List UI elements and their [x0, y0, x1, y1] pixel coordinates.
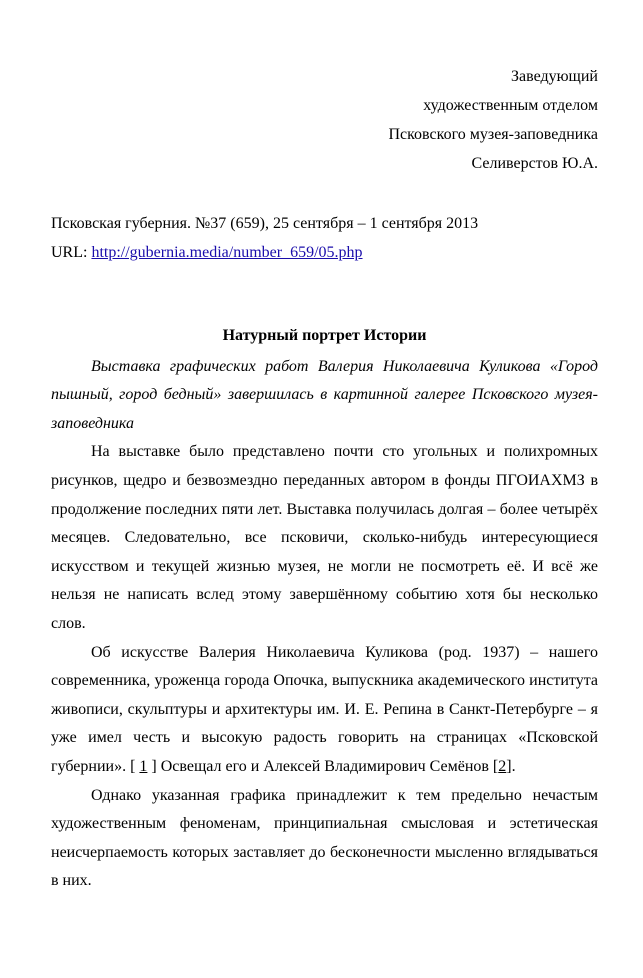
author-name: Селиверстов Ю.А. — [471, 155, 598, 172]
footnote-ref-1[interactable]: 1 — [139, 757, 148, 775]
author-position-line-1: Заведующий — [510, 68, 598, 85]
source-link[interactable]: http://gubernia.media/number_659/05.php — [91, 244, 363, 261]
publication-info: Псковская губерния. №37 (659), 25 сентября – 1 сентября 2013 — [51, 215, 479, 232]
source-block — [51, 209, 478, 267]
paragraph-2 — [51, 639, 598, 782]
paragraph-3: Однако указанная графика принадлежит к тем предельно нечастым художественным феноменам, принципиальная смысловая и эстетическая неисчерпаемость которых заставляет до бесконечности мысленно вглядываться в них. — [51, 786, 598, 890]
footnote-ref-2[interactable]: 2 — [498, 757, 507, 775]
paragraph-2-text-1: Об искусстве Валерия Николаевича Куликова (род. 1937) – нашего современника, уроженца города Опочка, выпускника академического института живописи, скульптуры и архитектуры им. И. Е. Репина в Санкт-Петербурге – я уже имел честь и высокую радость говорить на страницах «Псковской губернии». [ — [51, 643, 598, 775]
author-block — [388, 62, 598, 178]
article-body — [51, 322, 598, 896]
paragraph-1: На выставке было представлено почти сто угольных и полихромных рисунков, щедро и безвозмездно переданных автором в фонды ПГОИАХМЗ в продолжение последних пяти лет. Выставка получилась долгая – более четырёх месяцев. Следовательно, все псковичи, сколько-нибудь интересующиеся искусством и текущей жизнью музея, не могли не посмотреть её. И всё же нельзя не написать вслед этому завершённому событию хотя бы несколько слов. — [51, 443, 598, 632]
article-title: Натурный портрет Истории — [222, 327, 427, 344]
paragraph-2-text-2: ] Освещал его и Алексей Владимирович Семёнов [ — [151, 757, 499, 775]
article-lead: Выставка графических работ Валерия Николаевича Куликова «Город пышный, город бедный» завершилась в картинной галерее Псковского музея-заповедника — [51, 357, 598, 432]
author-position-line-3: Псковского музея-заповедника — [388, 126, 598, 143]
paragraph-2-text-3: ]. — [506, 757, 516, 775]
url-line — [51, 238, 478, 267]
url-label: URL: — [51, 244, 88, 261]
author-position-line-2: художественным отделом — [423, 97, 598, 114]
